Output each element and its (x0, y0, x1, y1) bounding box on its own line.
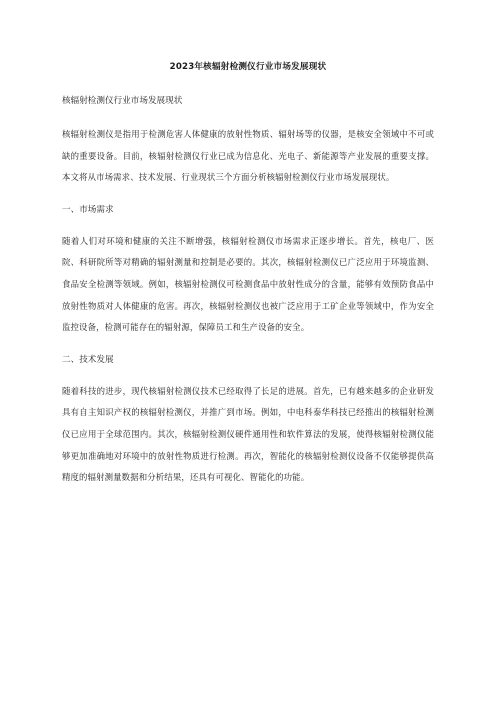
section-heading-market-demand: 一、市场需求 (62, 204, 114, 215)
section-body-market-demand: 随着人们对环境和健康的关注不断增强，核辐射检测仪市场需求正逐步增长。首先，核电厂、医院、科研院所等对精确的辐射测量和控制是必要的。其次，核辐射检测仪已广泛应用于环境监测、食品安全检测等领域。例如，核辐射检测仪可检测食品中放射性成分的含量，能够有效预防食品中放射性物质对人体健康的危害。再次，核辐射检测仪也被广泛应用于工矿企业等领域中，作为安全监控设备，检测可能存在的辐射源，保障员工和生产设备的安全。 (62, 235, 434, 333)
section-heading-tech-development: 二、技术发展 (62, 354, 114, 365)
section-body-tech-development: 随着科技的进步，现代核辐射检测仪技术已经取得了长足的进展。首先，已有越来越多的企业研发具有自主知识产权的核辐射检测仪，并推广到市场。例如，中电科泰华科技已经推出的核辐射检测仪已应用于全球范围内。其次，核辐射检测仪硬件通用性和软件算法的发展，使得核辐射检测仪能够更加准确地对环境中的放射性物质进行检测。再次，智能化的核辐射检测仪设备不仅能够提供高精度的辐射测量数据和分析结果，还具有可视化、智能化的功能。 (62, 385, 434, 483)
document-title: 2023年核辐射检测仪行业市场发展现状 (169, 62, 327, 72)
intro-paragraph: 核辐射检测仪是指用于检测危害人体健康的放射性物质、辐射场等的仪器，是核安全领域中不可或缺的重要设备。目前，核辐射检测仪行业已成为信息化、光电子、新能源等产业发展的重要支撑。本文将从市场需求、技术发展、行业现状三个方面分析核辐射检测仪行业市场发展现状。 (62, 129, 434, 183)
document-subtitle: 核辐射检测仪行业市场发展现状 (62, 96, 183, 106)
